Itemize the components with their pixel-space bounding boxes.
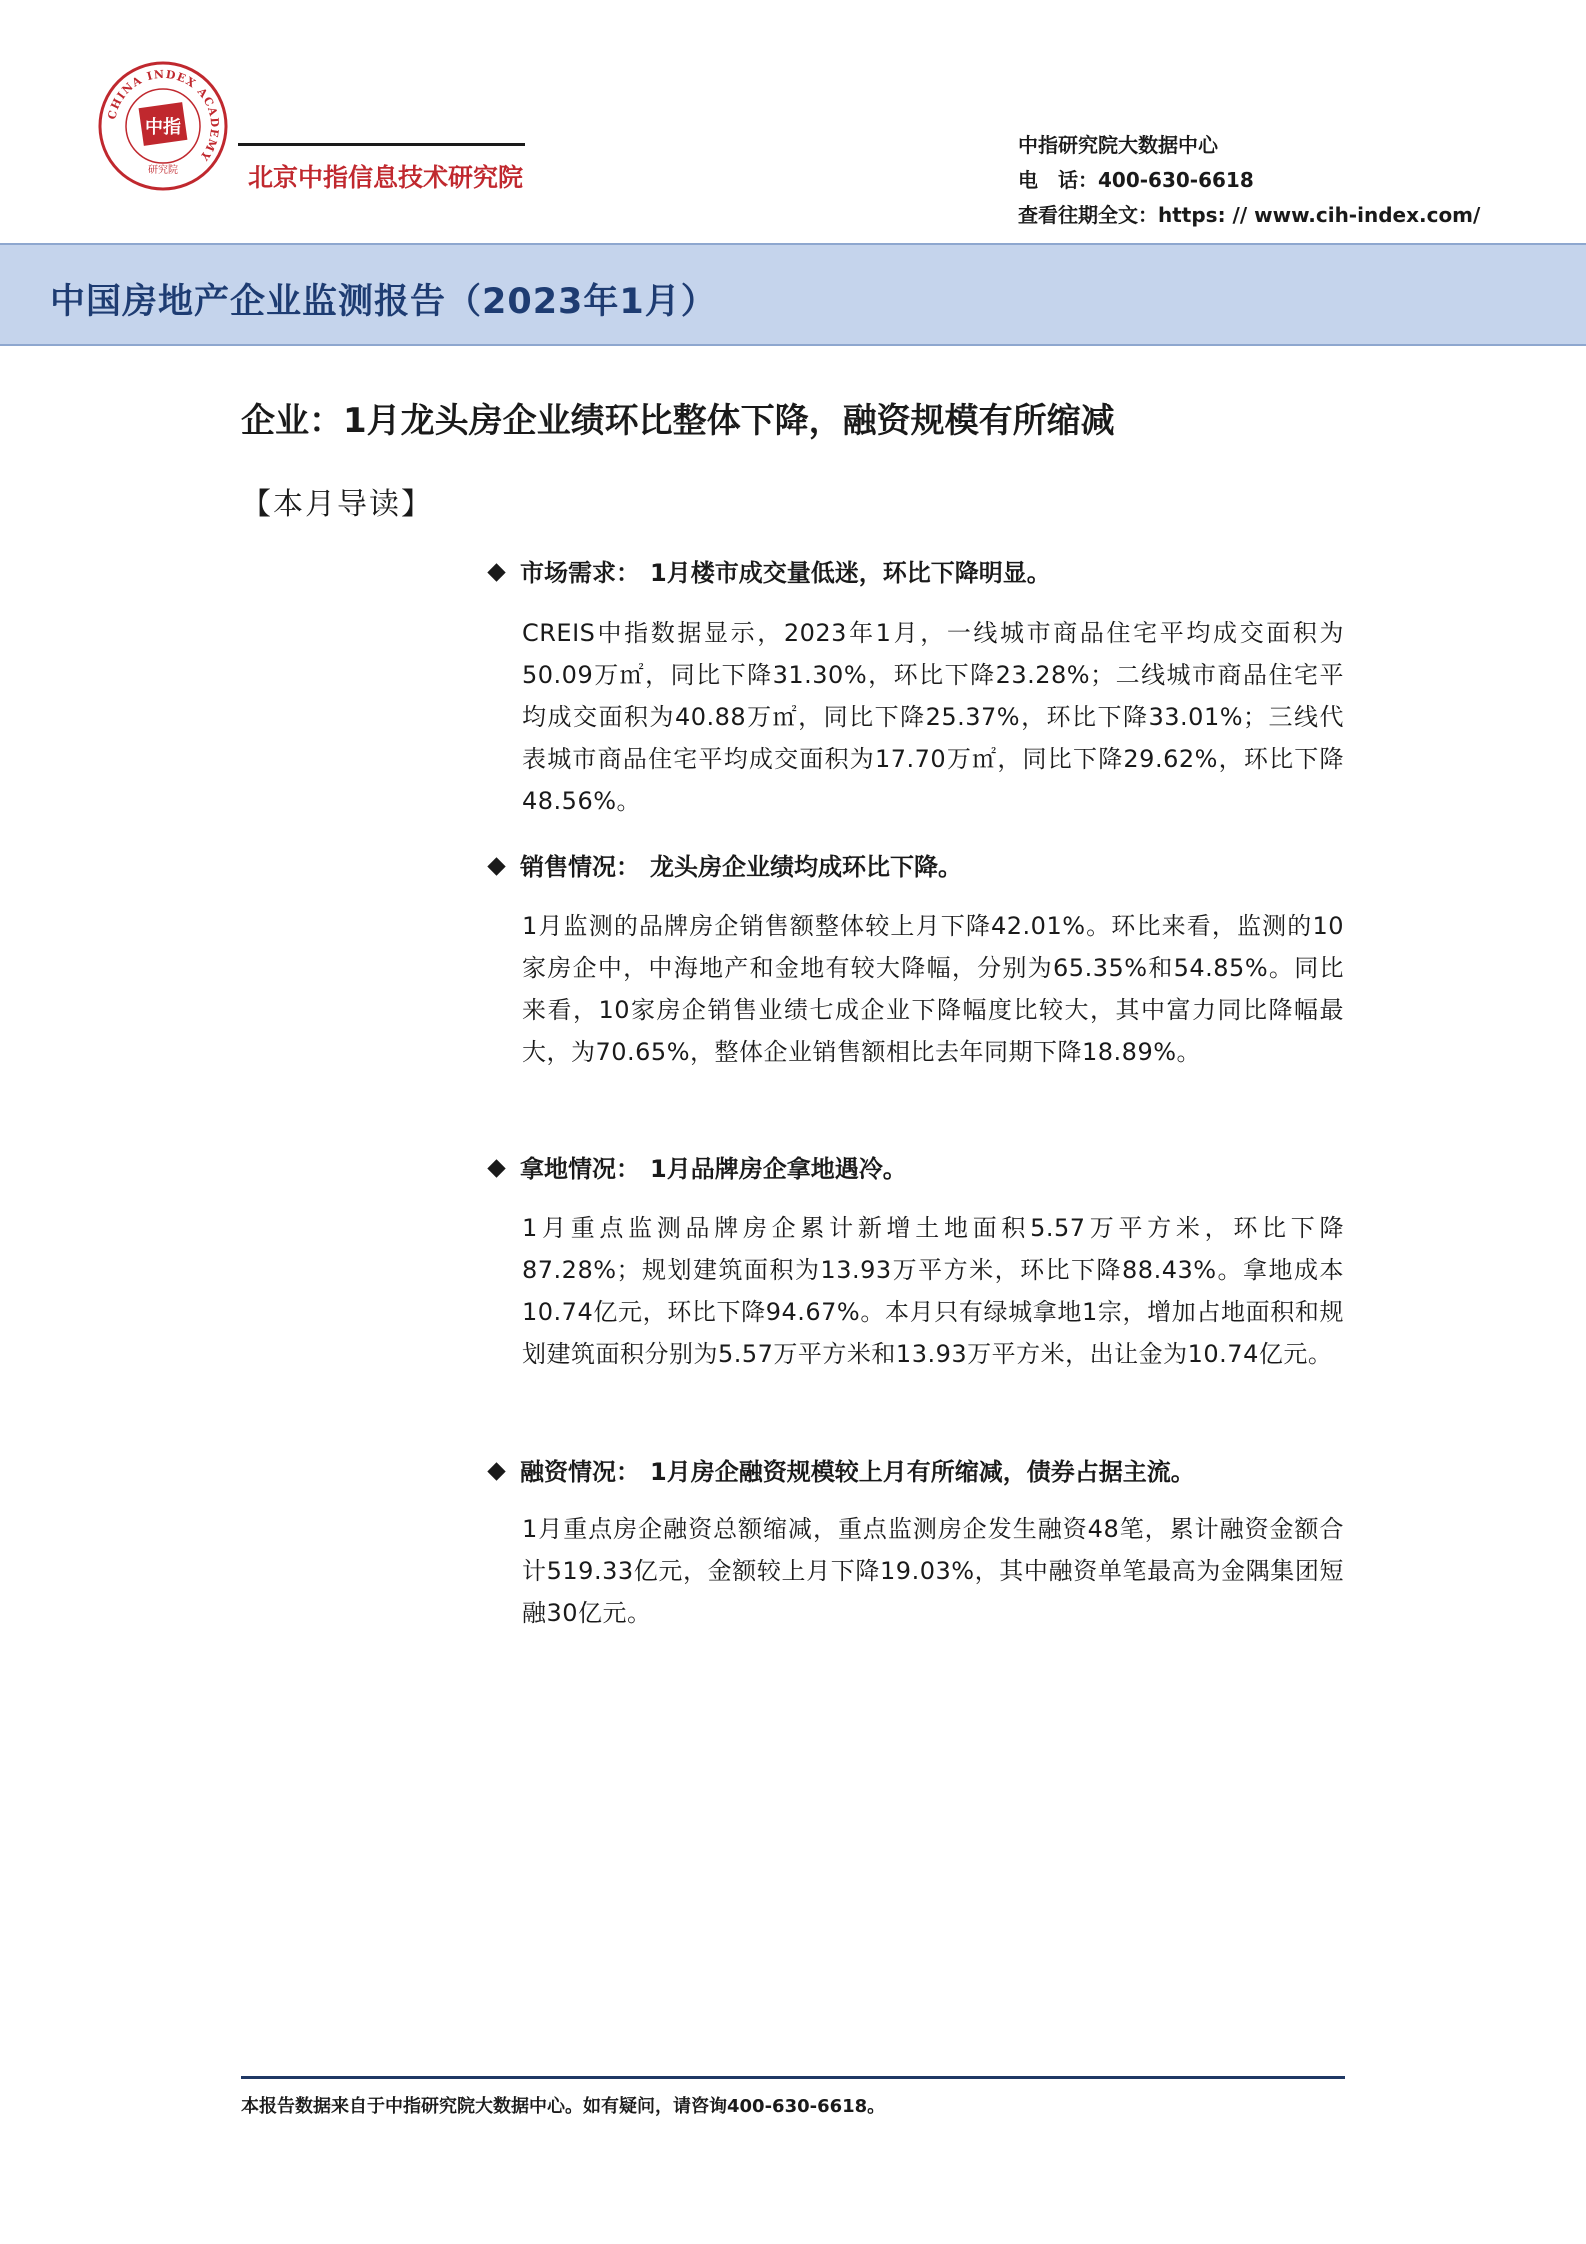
guide-label: 【本月导读】 [241,487,433,522]
section-body-financing: 1月重点房企融资总额缩减，重点监测房企发生融资48笔，累计融资金额合计519.33亿元，金额较上月下降19.03%，其中融资单笔最高为金隅集团短融30亿元。 [522,1515,1344,1627]
section-body-market: CREIS中指数据显示，2023年1月，一线城市商品住宅平均成交面积为50.09万㎡，同比下降31.30%，环比下降23.28%；二线城市商品住宅平均成交面积为40.88万㎡，同比下降25.37%，环比下降33.01%；三线代表城市商品住宅平均成交面积为17.70万㎡，同比下降29.62%，环比下降48.56%。 [522,619,1344,815]
section-label: 拿地情况： [520,1155,640,1183]
section-summary: 1月楼市成交量低迷，环比下降明显。 [650,559,1051,587]
section-heading-market [486,553,1051,588]
section-label: 市场需求： [520,559,640,587]
logo-center-text: 中指 [145,117,181,138]
section-heading-land [486,1149,907,1184]
org-name: 北京中指信息技术研究院 [248,163,524,192]
logo-bottom-text: 研究院 [148,165,178,176]
headline: 企业：1月龙头房企业绩环比整体下降，融资规模有所缩减 [241,401,1115,441]
section-body-land: 1月重点监测品牌房企累计新增土地面积5.57万平方米，环比下降87.28%；规划建筑面积为13.93万平方米，环比下降88.43%。拿地成本10.74亿元，环比下降94.67%。本月只有绿城拿地1宗，增加占地面积和规划建筑面积分别为5.57万平方米和13.93万平方米，出让金为10.74亿元。 [522,1214,1344,1368]
diamond-bullet-icon [487,563,505,581]
section-summary: 龙头房企业绩均成环比下降。 [650,853,962,881]
footer-rule [241,2076,1345,2079]
contact-line [1018,163,1480,198]
contact-line [1018,128,1480,163]
diamond-bullet-icon [487,1462,505,1480]
section-body-sales: 1月监测的品牌房企销售额整体较上月下降42.01%。环比来看，监测的10家房企中，中海地产和金地有较大降幅，分别为65.35%和54.85%。同比来看，10家房企销售业绩七成企业下降幅度比较大，其中富力同比降幅最大，为70.65%，整体企业销售额相比去年同期下降18.89%。 [522,912,1344,1066]
section-summary: 1月房企融资规模较上月有所缩减，债券占据主流。 [650,1458,1195,1486]
footer-note: 本报告数据来自于中指研究院大数据中心。如有疑问，请咨询400-630-6618。 [241,2096,886,2117]
section-heading-sales [486,847,962,882]
report-title: 中国房地产企业监测报告（2023年1月） [50,282,717,322]
section-summary: 1月品牌房企拿地遇冷。 [650,1155,907,1183]
contact-label: 电 话： [1018,168,1098,192]
diamond-bullet-icon [487,1159,505,1177]
diamond-bullet-icon [487,857,505,875]
section-heading-financing [486,1452,1195,1487]
phone-number: 400-630-6618 [1098,168,1254,192]
logo-ring-text: CHINA INDEX ACADEMY [105,67,222,164]
header-rule [238,143,525,146]
academy-logo [97,60,229,192]
website-link[interactable]: https: // www.cih-index.com/ [1158,203,1481,227]
contact-block [1018,128,1480,233]
contact-label: 中指研究院大数据中心 [1018,133,1218,157]
section-label: 融资情况： [520,1458,640,1486]
section-label: 销售情况： [520,853,640,881]
contact-label: 查看往期全文： [1018,203,1158,227]
contact-line [1018,198,1480,233]
